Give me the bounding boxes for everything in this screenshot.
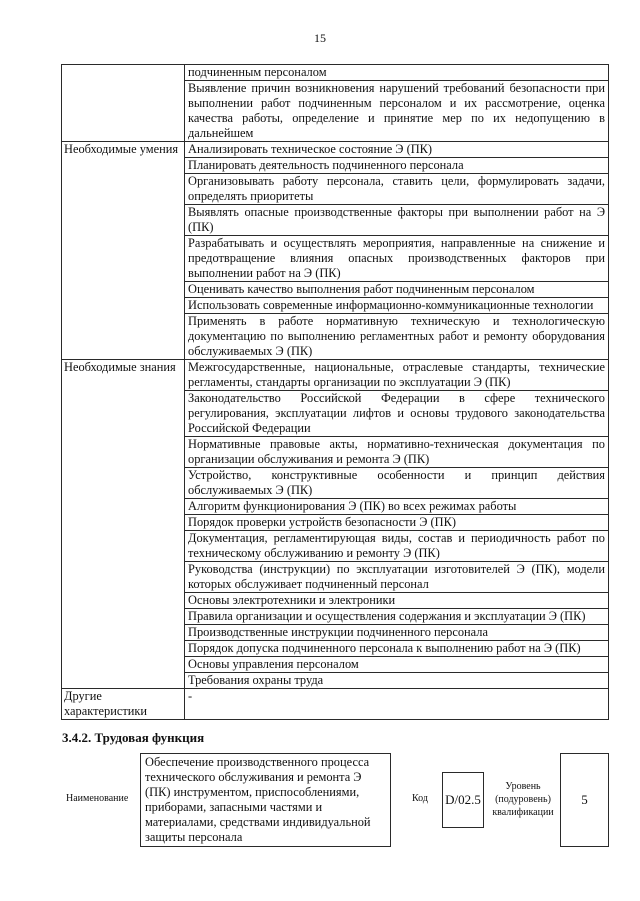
table-cell-item: Применять в работе нормативную техническую и технологическую документацию по выполнению регламентных работ и ремонту оборудования обслуживаемых Э (ПК) [185, 314, 609, 360]
table-cell-item: Организовывать работу персонала, ставить цели, формулировать задачи, определять приоритеты [185, 174, 609, 205]
table-row [62, 142, 609, 158]
table-cell-item: Устройство, конструктивные особенности и принцип действия обслуживаемых Э (ПК) [185, 468, 609, 499]
table-cell-item: Правила организации и осуществления содержания и эксплуатации Э (ПК) [185, 609, 609, 625]
name-value: Обеспечение производственного процесса технического обслуживания и ремонта Э (ПК) инструментом, приспособлениями, приборами, запасными частями и материалами, средствами индивидуальной защиты персонала [140, 753, 391, 847]
section-heading: 3.4.2. Трудовая функция [62, 730, 205, 745]
row-group-label: Необходимые умения [62, 142, 185, 360]
table-cell-item: Законодательство Российской Федерации в сфере технического регулирования, эксплуатации лифтов и основы трудового законодательства Российской Федерации [185, 391, 609, 437]
table-cell-item: Требования охраны труда [185, 673, 609, 689]
table-cell-item: Алгоритм функционирования Э (ПК) во всех режимах работы [185, 499, 609, 515]
table-cell-item: Производственные инструкции подчиненного персонала [185, 625, 609, 641]
row-group-label: Необходимые знания [62, 360, 185, 689]
table-cell-item: Разрабатывать и осуществлять мероприятия, направленные на снижение и предотвращение влияния опасных производственных факторов при выполнении работ на Э (ПК) [185, 236, 609, 282]
table-cell-item: Анализировать техническое состояние Э (ПК) [185, 142, 609, 158]
row-group-label [62, 65, 185, 142]
table-cell-item: - [185, 689, 609, 720]
table-cell-item: Использовать современные информационно-коммуникационные технологии [185, 298, 609, 314]
table-cell-item: подчиненным персоналом [185, 65, 609, 81]
name-label: Наименование [66, 793, 129, 804]
table-cell-item: Документация, регламентирующая виды, состав и периодичность работ по техническому обслуживанию и ремонту Э (ПК) [185, 531, 609, 562]
code-value: D/02.5 [442, 772, 484, 828]
table-cell-item: Выявлять опасные производственные факторы при выполнении работ на Э (ПК) [185, 205, 609, 236]
table-cell-item: Руководства (инструкции) по эксплуатации изготовителей Э (ПК), модели которых обслуживает подчиненный персонал [185, 562, 609, 593]
table-row [62, 360, 609, 391]
table-row [62, 689, 609, 720]
table-cell-item: Нормативные правовые акты, нормативно-техническая документация по организации обслуживания и ремонта Э (ПК) [185, 437, 609, 468]
page-number: 15 [314, 31, 326, 45]
table-cell-item: Основы электротехники и электроники [185, 593, 609, 609]
requirements-table-body [62, 65, 609, 720]
table-cell-item: Выявление причин возникновения нарушений требований безопасности при выполнении работ подчиненным персоналом и их рассмотрение, оценка качества работы, определение и принятие мер по их недопущению в дальнейшем [185, 81, 609, 142]
table-cell-item: Основы управления персоналом [185, 657, 609, 673]
requirements-table [61, 64, 609, 720]
table-cell-item: Планировать деятельность подчиненного персонала [185, 158, 609, 174]
table-cell-item: Межгосударственные, национальные, отраслевые стандарты, технические регламенты, стандарты организации по эксплуатации Э (ПК) [185, 360, 609, 391]
table-row [62, 65, 609, 81]
qualification-level-label: Уровень (подуровень) квалификации [492, 781, 554, 818]
table-cell-item: Оценивать качество выполнения работ подчиненным персоналом [185, 282, 609, 298]
code-label: Код [412, 793, 428, 804]
table-cell-item: Порядок проверки устройств безопасности Э (ПК) [185, 515, 609, 531]
qualification-level-value: 5 [560, 753, 609, 847]
table-cell-item: Порядок допуска подчиненного персонала к выполнению работ на Э (ПК) [185, 641, 609, 657]
row-group-label: Другие характеристики [62, 689, 185, 720]
